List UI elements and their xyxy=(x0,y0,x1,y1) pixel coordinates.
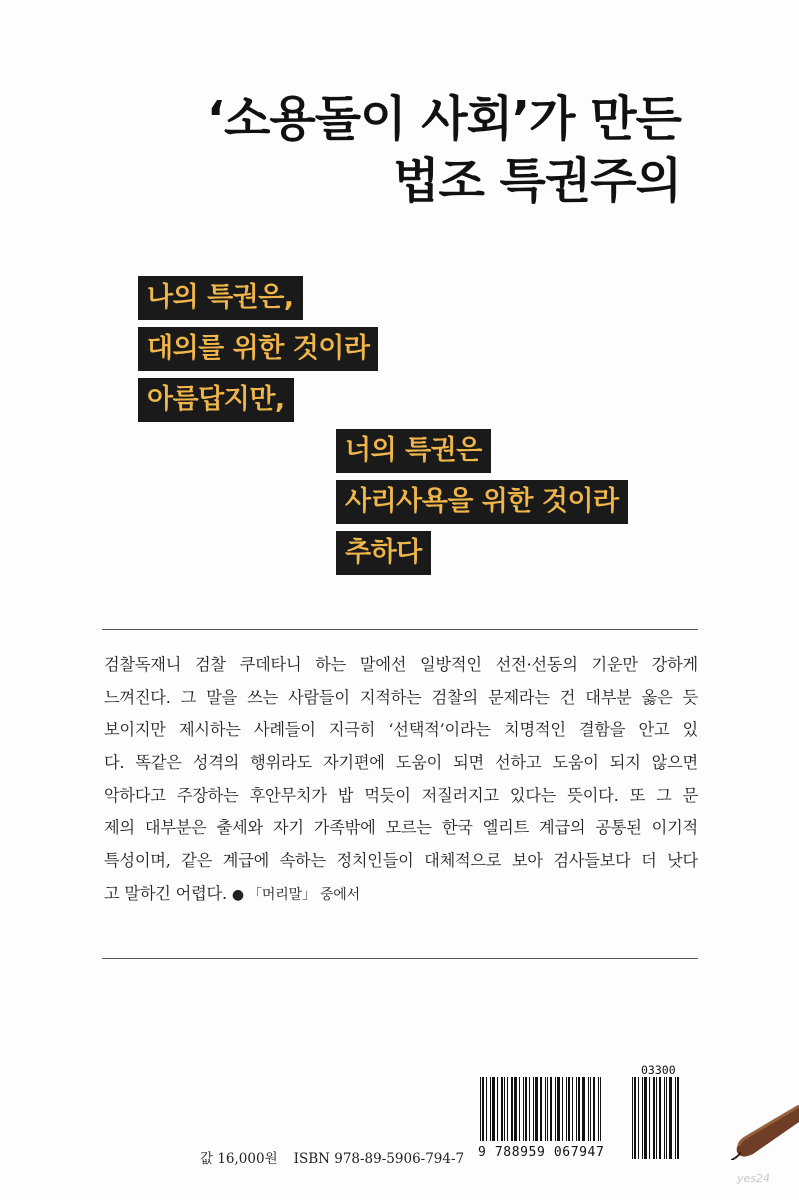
highlight-line-2: 대의를 위한 것이라 xyxy=(138,327,378,371)
barcode-bar xyxy=(572,1077,573,1141)
barcode-bar xyxy=(598,1077,599,1141)
barcode-bar xyxy=(590,1077,591,1141)
barcode-bar xyxy=(644,1077,647,1159)
barcode-bar xyxy=(504,1077,505,1141)
price-isbn xyxy=(200,1147,480,1167)
barcode-bar xyxy=(492,1077,495,1141)
price: 값 16,000원 xyxy=(200,1151,278,1167)
barcode-bar xyxy=(547,1077,548,1141)
excerpt-line: 느껴진다. 그 말을 쓰는 사람들이 지적하는 검찰의 문제라는 건 대부분 옳은 듯 xyxy=(104,687,698,707)
barcode-bar xyxy=(497,1077,498,1141)
barcode-bar xyxy=(659,1077,661,1159)
barcode-bar xyxy=(557,1077,560,1141)
excerpt-line: 검찰독재니 검찰 쿠데타니 하는 말에선 일방적인 선전·선동의 기운만 강하게 xyxy=(104,655,698,674)
excerpt-line-text: 고 말하긴 어렵다. xyxy=(104,883,227,903)
barcode-bar xyxy=(562,1077,563,1141)
barcode-bar xyxy=(523,1077,524,1141)
barcode-bar xyxy=(675,1077,676,1159)
pen-illustration xyxy=(731,1100,799,1160)
book-title-line-2: 법조 특권주의 xyxy=(393,153,681,209)
highlight-line-4: 너의 특권은 xyxy=(336,429,491,473)
barcode-bar xyxy=(490,1077,491,1141)
highlight-line-5: 사리사욕을 위한 것이라 xyxy=(336,480,628,524)
barcode-bar xyxy=(677,1077,679,1159)
addon-code: 03300 xyxy=(641,1063,676,1077)
excerpt-line: 특성이며, 같은 계급에 속하는 정치인들이 대체적으로 보아 검사들보다 더 낫다 xyxy=(104,851,698,871)
barcode-bar xyxy=(634,1077,636,1159)
barcode-bar xyxy=(480,1077,481,1141)
barcode-bar xyxy=(535,1077,538,1141)
barcode-bar xyxy=(533,1077,534,1141)
barcode-bar xyxy=(545,1077,546,1141)
barcode-bar xyxy=(578,1077,580,1141)
barcode-bar xyxy=(519,1077,520,1141)
barcode-bar xyxy=(482,1077,484,1141)
excerpt-last-line xyxy=(104,878,698,911)
barcode-bar xyxy=(514,1077,517,1141)
barcode-bar xyxy=(555,1077,556,1141)
isbn-barcode xyxy=(480,1077,610,1141)
barcode-bar xyxy=(511,1077,513,1141)
barcode-bar xyxy=(656,1077,657,1159)
barcode-bar xyxy=(666,1077,667,1159)
barcode-bar xyxy=(653,1077,655,1159)
barcode-bar xyxy=(529,1077,530,1141)
barcode-bar xyxy=(593,1077,595,1141)
barcode-bar xyxy=(576,1077,577,1141)
barcode-bar xyxy=(600,1077,601,1141)
barcode-bar xyxy=(540,1077,542,1141)
excerpt-line: 악하다고 주장하는 후안무치가 밥 먹듯이 저질러지고 있다는 뜻이다. 또 그 문 xyxy=(104,785,698,805)
excerpt-line: 보이지만 제시하는 사례들이 지극히 ‘선택적’이라는 치명적인 결함을 안고 있 xyxy=(104,720,698,740)
barcode-bar xyxy=(669,1077,672,1159)
excerpt-text xyxy=(104,649,698,911)
barcode-bar xyxy=(486,1077,487,1141)
barcode-bar xyxy=(507,1077,508,1141)
barcode-bar xyxy=(501,1077,503,1141)
top-divider xyxy=(102,629,698,630)
bottom-divider xyxy=(102,958,698,959)
excerpt-line: 제의 대부분은 출세와 자기 가족밖에 모르는 한국 엘리트 계급의 공통된 이기적 xyxy=(104,818,698,838)
barcode-bar xyxy=(632,1077,633,1159)
highlight-line-1: 나의 특권은, xyxy=(138,276,303,320)
barcode-bar xyxy=(568,1077,570,1141)
barcode-bar xyxy=(550,1077,552,1141)
highlight-line-6: 추하다 xyxy=(336,531,431,575)
barcode-bar xyxy=(566,1077,567,1141)
excerpt-source: ● 「머리말」 중에서 xyxy=(231,886,360,903)
book-title xyxy=(207,88,681,212)
book-title-line-1: ‘소용돌이 사회’가 만든 xyxy=(206,91,681,147)
barcode-bar xyxy=(525,1077,527,1141)
highlight-line-3: 아름답지만, xyxy=(138,378,294,422)
barcode-bar xyxy=(638,1077,639,1159)
barcode-bar xyxy=(588,1077,589,1141)
barcode-bar xyxy=(649,1077,650,1159)
barcode-number: 9 788959 067947 xyxy=(478,1145,605,1160)
barcode-bar xyxy=(642,1077,643,1159)
barcode-bar xyxy=(582,1077,585,1141)
barcode-bar xyxy=(664,1077,665,1159)
excerpt-line: 다. 똑같은 성격의 행위라도 자기편에 도움이 되면 선하고 도움이 되지 않으면 xyxy=(104,753,698,773)
watermark: yes24 xyxy=(737,1172,771,1185)
isbn: ISBN 978-89-5906-794-7 xyxy=(293,1151,465,1167)
addon-barcode xyxy=(632,1077,692,1159)
